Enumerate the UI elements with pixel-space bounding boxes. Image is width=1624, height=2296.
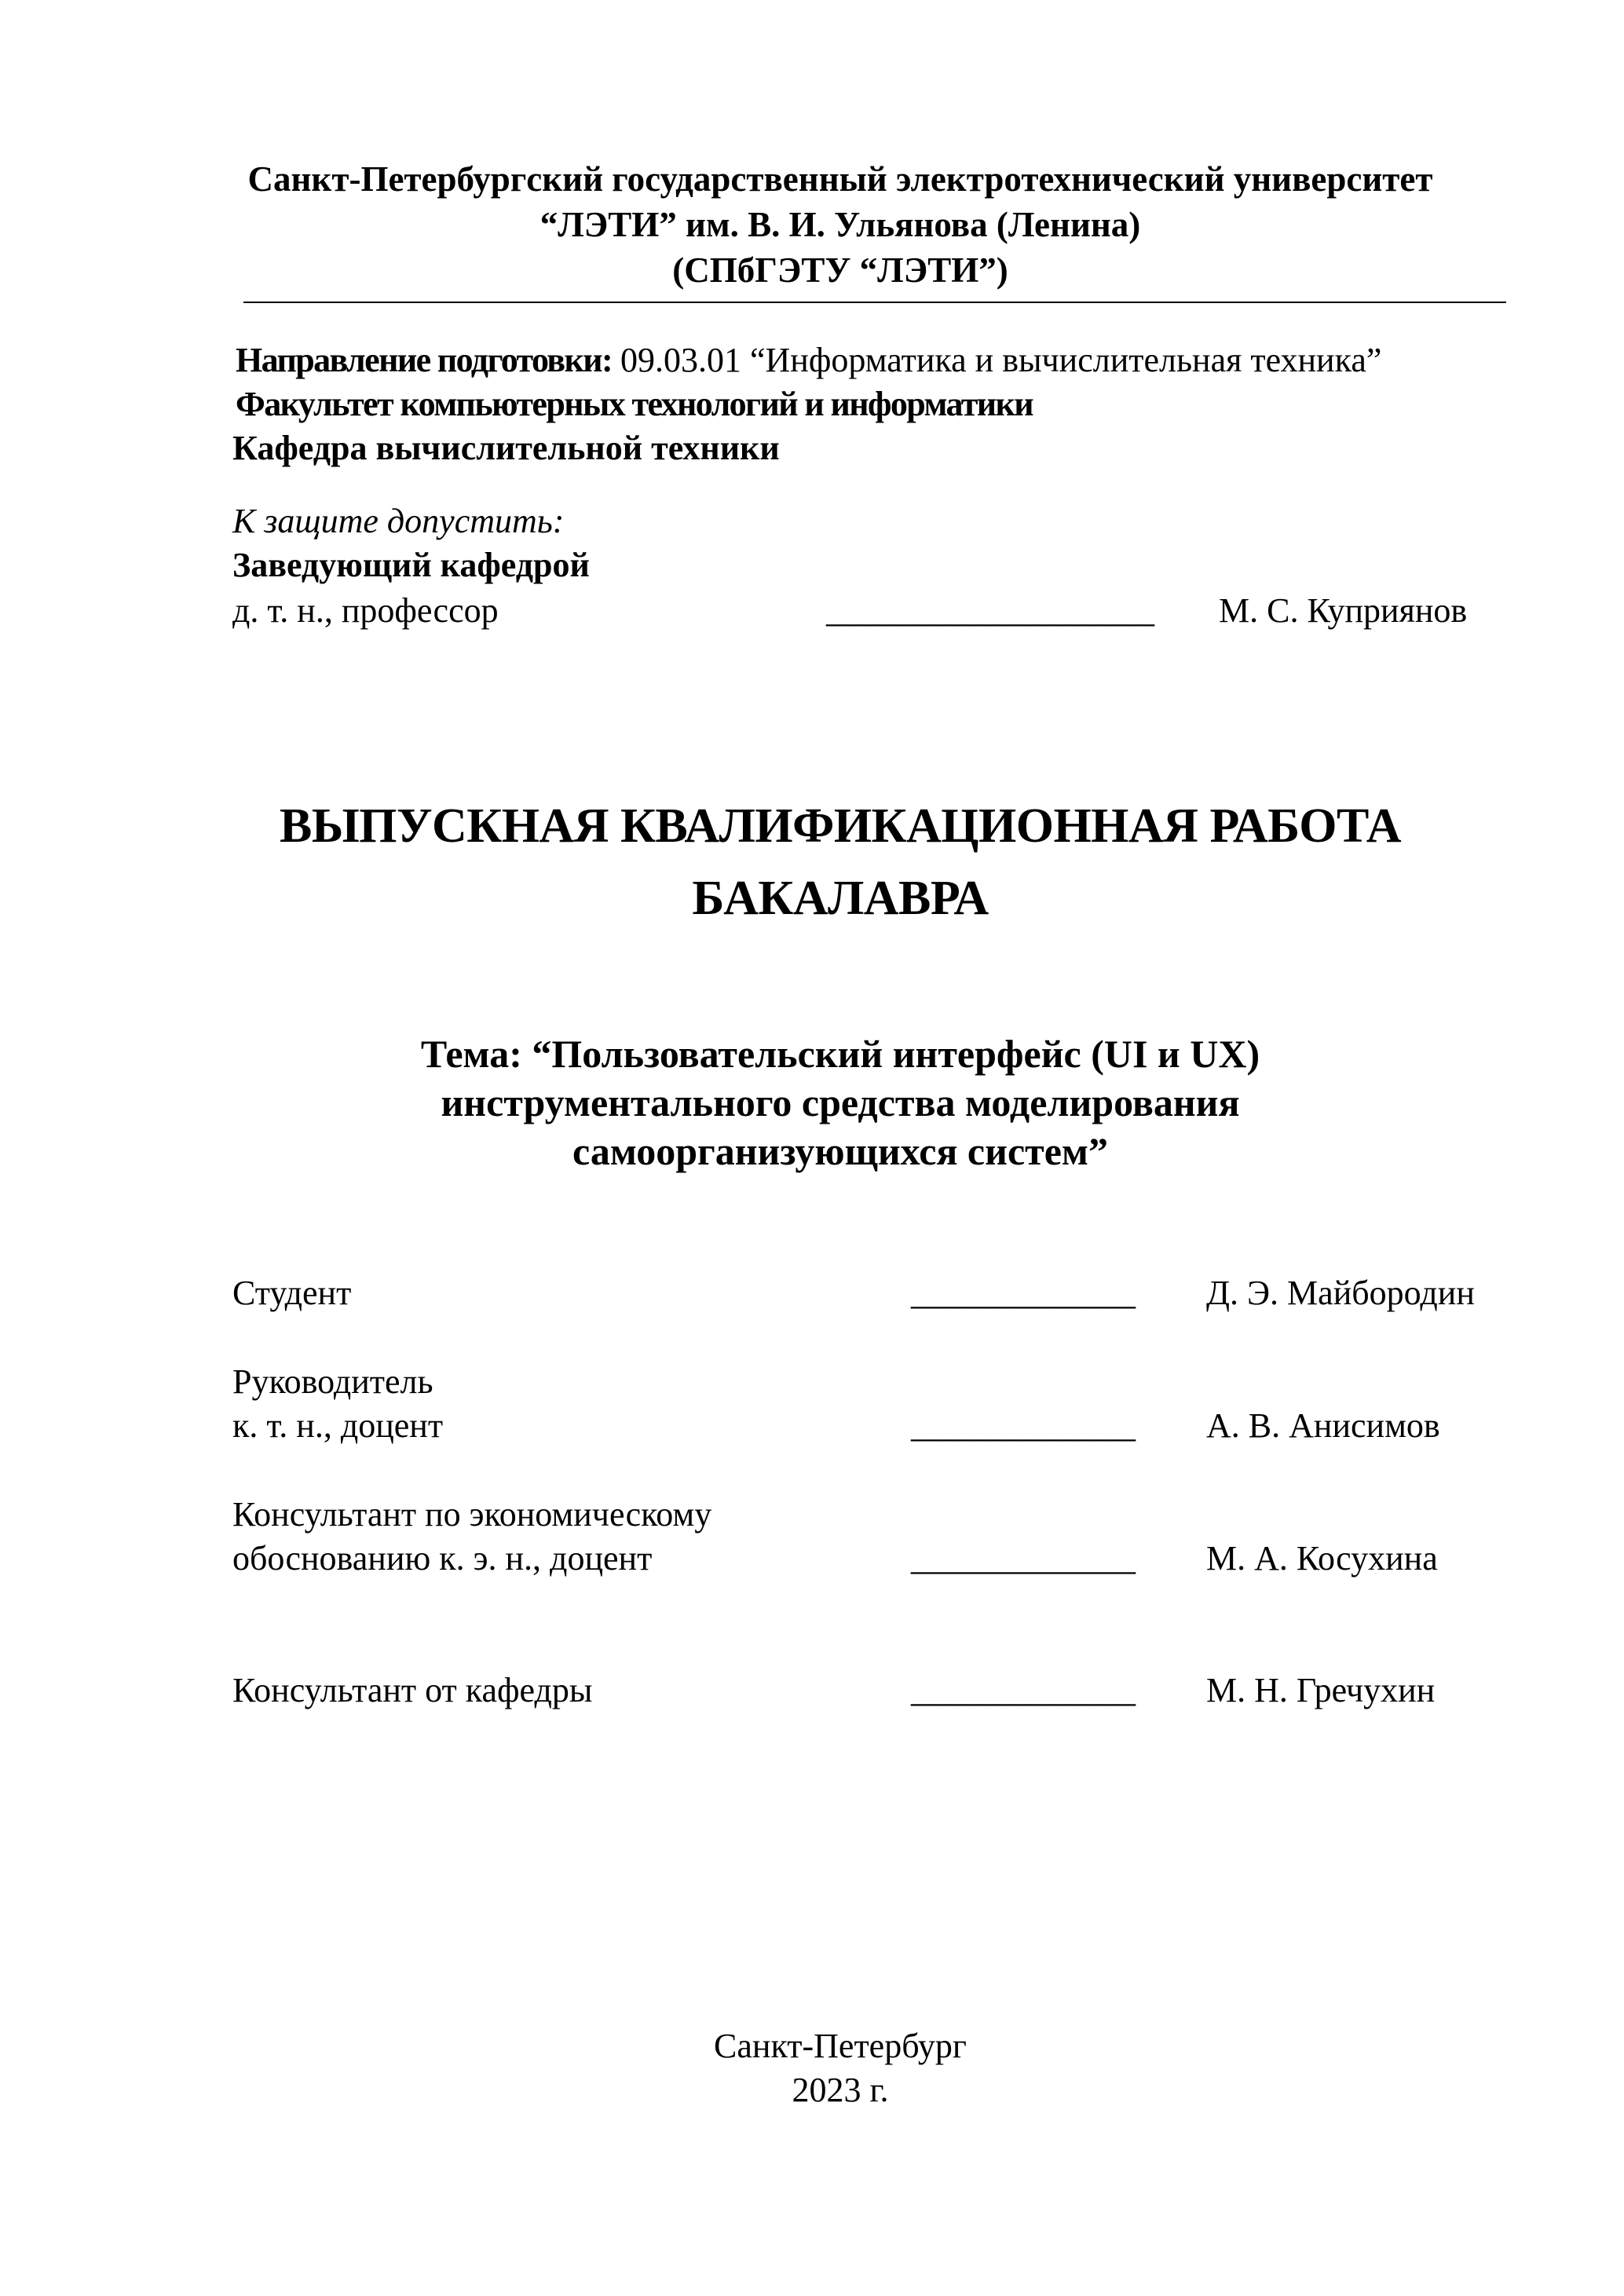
- signatory-name: М. А. Косухина: [1206, 1539, 1438, 1578]
- signatory-role: Консультант от кафедры: [232, 1671, 593, 1709]
- university-name-short: “ЛЭТИ” им. В. И. Ульянова (Ленина): [540, 205, 1141, 244]
- signatory-role: Руководитель: [232, 1362, 433, 1401]
- signatory-name: А. В. Анисимов: [1206, 1406, 1440, 1445]
- approval-caption: К защите допустить:: [232, 502, 565, 540]
- signatory-degree: к. т. н., доцент: [232, 1406, 444, 1445]
- work-title-degree: БАКАЛАВРА: [692, 872, 989, 925]
- signature-line: _____________: [911, 1671, 1136, 1709]
- university-abbreviation: (СПбГЭТУ “ЛЭТИ”): [672, 250, 1008, 290]
- faculty-name: Факультет компьютерных технологий и информатики: [236, 385, 1033, 423]
- topic-line-3: самоорганизующихся систем”: [572, 1129, 1108, 1173]
- program-line: [236, 339, 1381, 382]
- header-divider: [243, 302, 1506, 303]
- signature-line: _____________: [911, 1274, 1136, 1312]
- program-value: 09.03.01 “Информатика и вычислительная техника”: [612, 341, 1382, 379]
- signatory-role: Консультант по экономическому: [232, 1495, 712, 1534]
- footer-city: Санкт-Петербург: [714, 2027, 967, 2065]
- department-name: Кафедра вычислительной техники: [232, 429, 780, 467]
- signatory-name: М. Н. Гречухин: [1206, 1671, 1436, 1709]
- topic-line-2: инструментального средства моделирования: [441, 1080, 1240, 1124]
- signatory-degree: обоснованию к. э. н., доцент: [232, 1539, 653, 1578]
- signatory-name: Д. Э. Майбородин: [1206, 1274, 1475, 1312]
- topic-line-1: Тема: “Пользовательский интерфейс (UI и UX): [420, 1032, 1260, 1076]
- signature-line: _____________: [911, 1406, 1136, 1445]
- footer-year: 2023 г.: [792, 2071, 889, 2109]
- approval-degree: д. т. н., профессор: [232, 591, 499, 630]
- work-title: ВЫПУСКНАЯ КВАЛИФИКАЦИОННАЯ РАБОТА: [280, 799, 1401, 853]
- approval-name: М. С. Куприянов: [1219, 591, 1468, 630]
- university-name: Санкт-Петербургский государственный электротехнический университет: [247, 159, 1433, 199]
- approval-position: Заведующий кафедрой: [232, 546, 590, 584]
- approval-signature-line: ___________________: [826, 591, 1154, 630]
- signatory-role: Студент: [232, 1274, 352, 1312]
- signature-line: _____________: [911, 1539, 1136, 1578]
- program-label: Направление подготовки:: [236, 341, 612, 379]
